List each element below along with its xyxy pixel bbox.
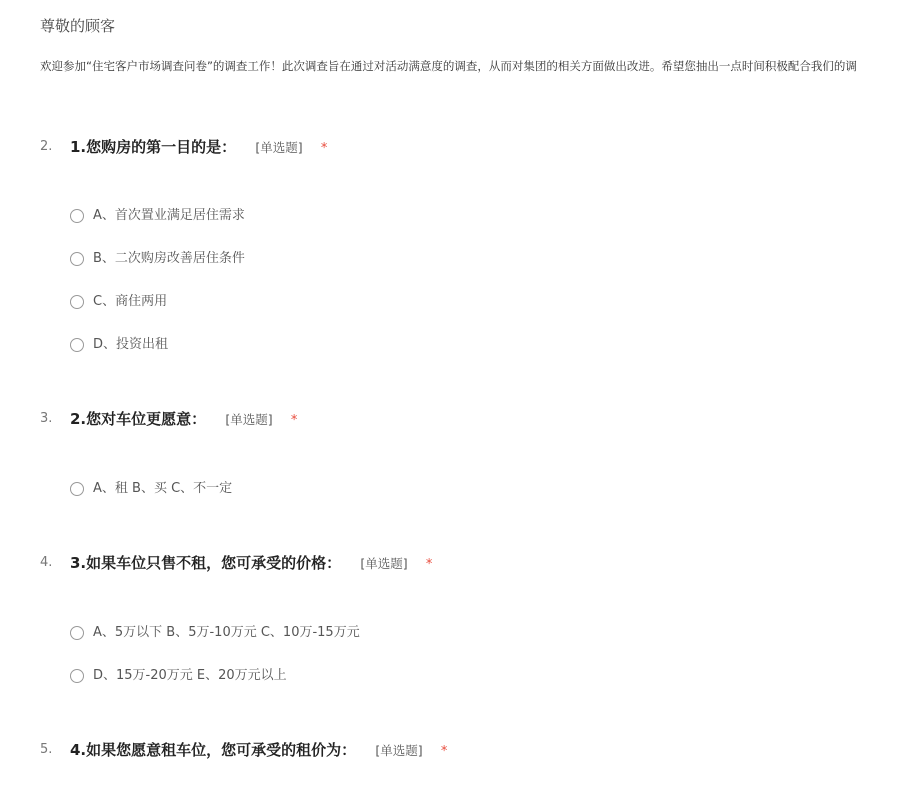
radio-button[interactable] (70, 626, 84, 640)
option-label[interactable]: C、商住两用 (93, 294, 168, 309)
survey-intro-text: 欢迎参加“住宅客户市场调查问卷”的调查工作！此次调查旨在通过对活动满意度的调查，从而对集团的相关方面做出改进。希望您抽出一点时间积极配合我们的调 (40, 59, 857, 73)
option-label[interactable]: A、5万以下 B、5万-10万元 C、10万-15万元 (93, 625, 360, 640)
question-number: 5. (40, 742, 53, 757)
required-star: * (440, 744, 448, 759)
radio-button[interactable] (70, 338, 84, 352)
question-title-text: 3.如果车位只售不租，您可承受的价格： (70, 554, 342, 572)
question-title-text: 2.您对车位更愿意： (70, 410, 207, 428)
question-3 (40, 552, 900, 576)
question-title (70, 739, 447, 760)
option-label[interactable]: D、投资出租 (93, 337, 169, 352)
survey-header-title: 尊敬的顾客 (40, 17, 116, 35)
option-label[interactable]: A、首次置业满足居住需求 (93, 208, 245, 223)
question-type-label: [单选题] (360, 556, 408, 571)
question-header (40, 739, 900, 763)
required-star: * (425, 557, 433, 572)
question-title-text: 1.您购房的第一目的是： (70, 138, 237, 156)
question-number: 2. (40, 139, 53, 154)
required-star: * (290, 413, 298, 428)
question-header (40, 136, 900, 160)
question-type-label: [单选题] (255, 140, 303, 155)
question-4 (40, 739, 900, 763)
question-header (40, 552, 900, 576)
question-number: 4. (40, 555, 53, 570)
radio-button[interactable] (70, 295, 84, 309)
question-header (40, 408, 900, 432)
question-title (70, 552, 432, 573)
question-1 (40, 136, 900, 160)
question-title-text: 4.如果您愿意租车位，您可承受的租价为： (70, 741, 357, 759)
required-star: * (320, 141, 328, 156)
radio-button[interactable] (70, 252, 84, 266)
option-label[interactable]: A、租 B、买 C、不一定 (93, 481, 233, 496)
radio-button[interactable] (70, 482, 84, 496)
question-type-label: [单选题] (225, 412, 273, 427)
option-label[interactable]: B、二次购房改善居住条件 (93, 251, 245, 266)
question-number: 3. (40, 411, 53, 426)
question-type-label: [单选题] (375, 743, 423, 758)
radio-button[interactable] (70, 209, 84, 223)
question-title (70, 136, 327, 157)
option-label[interactable]: D、15万-20万元 E、20万元以上 (93, 668, 287, 683)
radio-button[interactable] (70, 669, 84, 683)
question-2 (40, 408, 900, 432)
question-title (70, 408, 297, 429)
